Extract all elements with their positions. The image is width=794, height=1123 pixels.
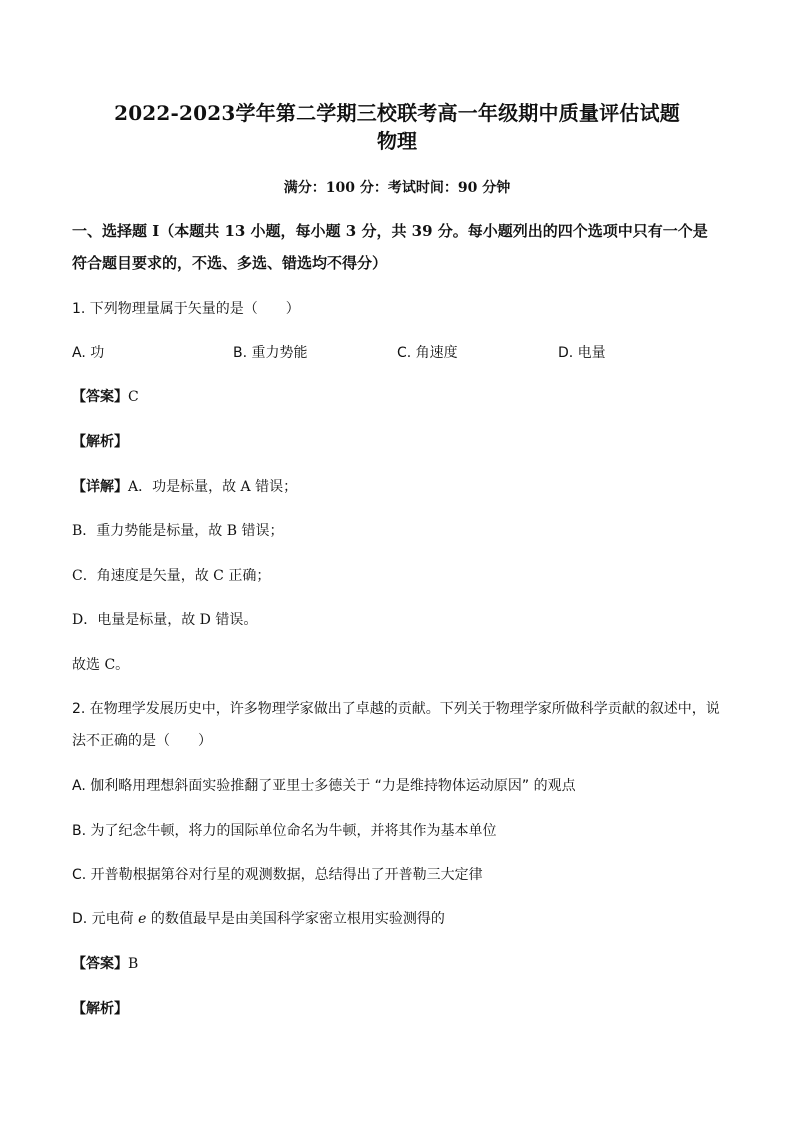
question-1-analysis-tag: 【解析】	[72, 434, 128, 450]
question-1-option-b: B. 重力势能	[233, 345, 308, 361]
question-2-option-c: C. 开普勒根据第谷对行星的观测数据，总结得出了开普勒三大定律	[72, 867, 483, 883]
question-1-answer	[72, 386, 139, 406]
answer-value: B	[128, 956, 139, 972]
subject-title: 物理	[377, 129, 417, 153]
question-2-stem-line1: 2. 在物理学发展历史中，许多物理学家做出了卓越的贡献。下列关于物理学家所做科学贡献的叙述中，说	[72, 701, 720, 717]
question-1-option-d: D. 电量	[558, 345, 606, 361]
detail-tag: 【详解】	[72, 479, 128, 495]
question-1-conclusion: 故选 C。	[72, 657, 130, 673]
answer-tag: 【答案】	[72, 389, 128, 405]
question-2-option-b: B. 为了纪念牛顿，将力的国际单位命名为牛顿，并将其作为基本单位	[72, 823, 497, 839]
exam-meta: 满分：100 分：考试时间：90 分钟	[283, 180, 511, 196]
question-1-detail-b: B．重力势能是标量，故 B 错误；	[72, 523, 284, 539]
section-heading-line1: 一、选择题 I（本题共 13 小题，每小题 3 分，共 39 分。每小题列出的四个选项中只有一个是	[72, 222, 708, 240]
answer-tag: 【答案】	[72, 956, 128, 972]
question-2-answer	[72, 953, 138, 973]
answer-value: C	[128, 389, 139, 405]
question-2-option-d	[72, 908, 445, 928]
question-1-detail-d: D．电量是标量，故 D 错误。	[72, 612, 258, 628]
question-2-option-a: A. 伽利略用理想斜面实验推翻了亚里士多德关于 “力是维持物体运动原因” 的观点	[72, 778, 576, 794]
option-d-prefix: D. 元电荷	[72, 911, 139, 927]
exam-title: 2022-2023学年第二学期三校联考高一年级期中质量评估试题	[114, 101, 680, 125]
option-d-suffix: 的数值最早是由美国科学家密立根用实验测得的	[146, 911, 445, 927]
question-1-option-a: A. 功	[72, 345, 105, 361]
question-1-stem: 1. 下列物理量属于矢量的是（ ）	[72, 301, 300, 317]
question-2-analysis-tag: 【解析】	[72, 1001, 128, 1017]
detail-a-text: A．功是标量，故 A 错误；	[128, 479, 298, 495]
question-1-detail-c: C．角速度是矢量，故 C 正确；	[72, 568, 271, 584]
question-2-stem-line2: 法不正确的是（ ）	[72, 733, 212, 749]
elementary-charge-symbol: e	[138, 911, 147, 927]
question-1-detail-a	[72, 476, 297, 496]
question-1-option-c: C. 角速度	[397, 345, 458, 361]
section-heading-line2: 符合题目要求的，不选、多选、错选均不得分）	[72, 254, 388, 272]
